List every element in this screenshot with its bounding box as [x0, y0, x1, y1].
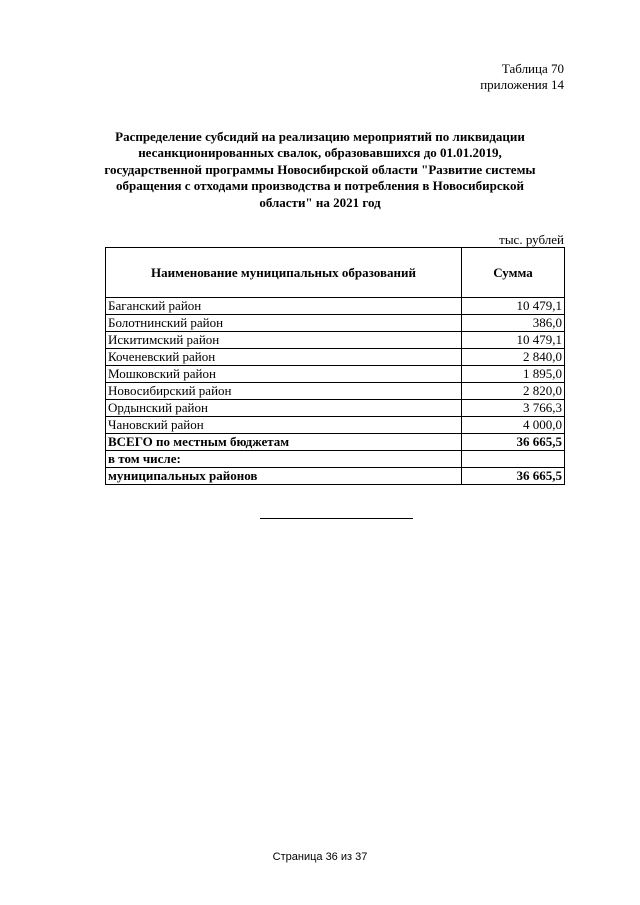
- units-label: тыс. рублей: [499, 232, 564, 247]
- row-name: Коченевский район: [106, 349, 462, 366]
- table-row: [106, 349, 565, 366]
- municipal-label: муниципальных районов: [106, 468, 462, 485]
- row-sum: 10 479,1: [462, 298, 565, 315]
- table-row: [106, 366, 565, 383]
- row-name: Ордынский район: [106, 400, 462, 417]
- row-sum: 10 479,1: [462, 332, 565, 349]
- municipal-sum: 36 665,5: [462, 468, 565, 485]
- page-number: Страница 36 из 37: [272, 851, 368, 863]
- row-name: Новосибирский район: [106, 383, 462, 400]
- municipal-row: [106, 468, 565, 485]
- subsidies-table: [105, 247, 565, 485]
- table-row: [106, 315, 565, 332]
- including-sum: [462, 451, 565, 468]
- document-title: Распределение субсидий на реализацию мероприятий по ликвидации несанкционированных свалок, образовавшихся до 01.01.2019, государственной программы Новосибирской области "Развитие системы обращения с отходами производства и потребления в Новосибирской области" на 2021 год: [104, 129, 536, 210]
- row-sum: 1 895,0: [462, 366, 565, 383]
- row-name: Искитимский район: [106, 332, 462, 349]
- column-header-sum: Сумма: [462, 248, 565, 298]
- including-label: в том числе:: [106, 451, 462, 468]
- column-header-name: Наименование муниципальных образований: [106, 248, 462, 298]
- row-name: Болотнинский район: [106, 315, 462, 332]
- row-sum: 2 840,0: [462, 349, 565, 366]
- row-name: Баганский район: [106, 298, 462, 315]
- row-sum: 4 000,0: [462, 417, 565, 434]
- table-row: [106, 298, 565, 315]
- table-row: [106, 400, 565, 417]
- table-number: Таблица 70: [501, 61, 564, 76]
- table-row: [106, 383, 565, 400]
- table-reference: [480, 61, 564, 93]
- total-sum: 36 665,5: [462, 434, 565, 451]
- total-row: [106, 434, 565, 451]
- appendix-number: приложения 14: [480, 77, 564, 92]
- total-label: ВСЕГО по местным бюджетам: [106, 434, 462, 451]
- row-name: Мошковский район: [106, 366, 462, 383]
- row-sum: 3 766,3: [462, 400, 565, 417]
- row-sum: 386,0: [462, 315, 565, 332]
- including-row: [106, 451, 565, 468]
- table-row: [106, 417, 565, 434]
- table-row: [106, 332, 565, 349]
- row-name: Чановский район: [106, 417, 462, 434]
- separator-line: [260, 518, 413, 519]
- row-sum: 2 820,0: [462, 383, 565, 400]
- table-header-row: [106, 248, 565, 298]
